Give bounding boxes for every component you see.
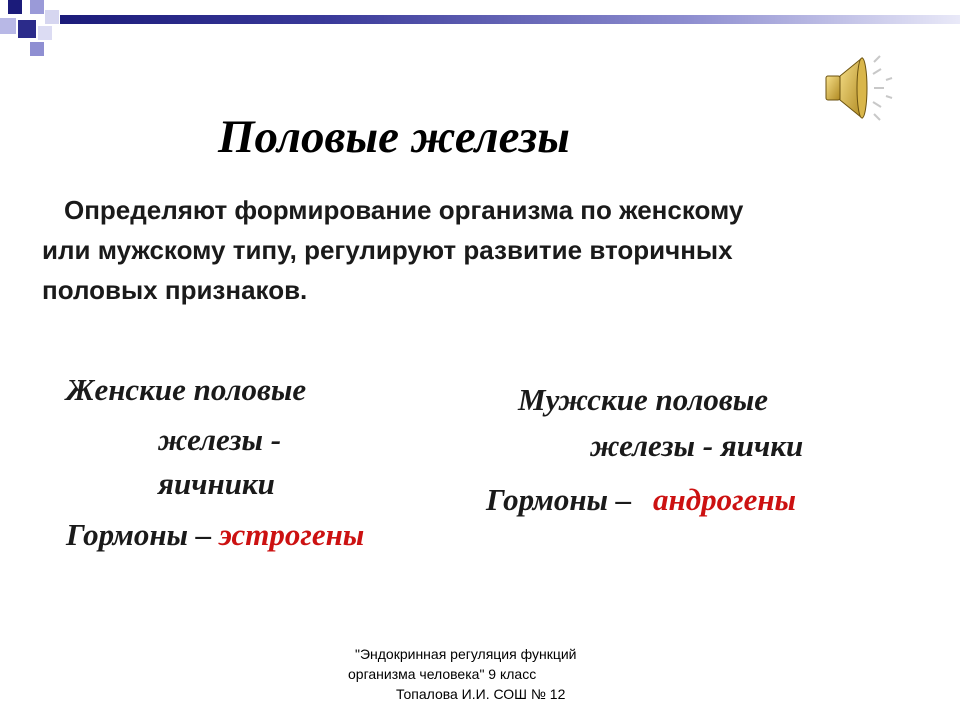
female-hormones-value: эстрогены <box>219 517 365 552</box>
female-line-3: яичники <box>158 466 275 501</box>
female-hormones-label: Гормоны – <box>66 517 212 552</box>
speaker-icon[interactable] <box>818 52 898 124</box>
male-line-2: железы - яички <box>590 428 804 463</box>
male-line-1: Мужские половые <box>518 382 769 417</box>
description-line-3: половых признаков. <box>42 275 308 305</box>
top-gradient-bar <box>60 15 960 24</box>
slide-title: Половые железы <box>218 111 570 163</box>
female-hormones <box>66 519 364 550</box>
male-hormones <box>486 484 796 515</box>
description <box>42 190 922 310</box>
corner-decoration <box>0 0 80 60</box>
male-hormones-label: Гормоны – <box>486 482 632 517</box>
female-line-2: железы - <box>158 422 282 457</box>
male-hormones-value: андрогены <box>653 482 797 517</box>
female-line-1: Женские половые <box>66 372 307 407</box>
description-line-1: Определяют формирование организма по женскому <box>64 195 744 225</box>
footer-line-1: "Эндокринная регуляция функций <box>355 646 577 662</box>
description-line-2: или мужскому типу, регулируют развитие вторичных <box>42 235 733 265</box>
footer-line-2: организма человека" 9 класс <box>348 666 537 682</box>
footer-line-3: Топалова И.И. СОШ № 12 <box>396 686 566 702</box>
